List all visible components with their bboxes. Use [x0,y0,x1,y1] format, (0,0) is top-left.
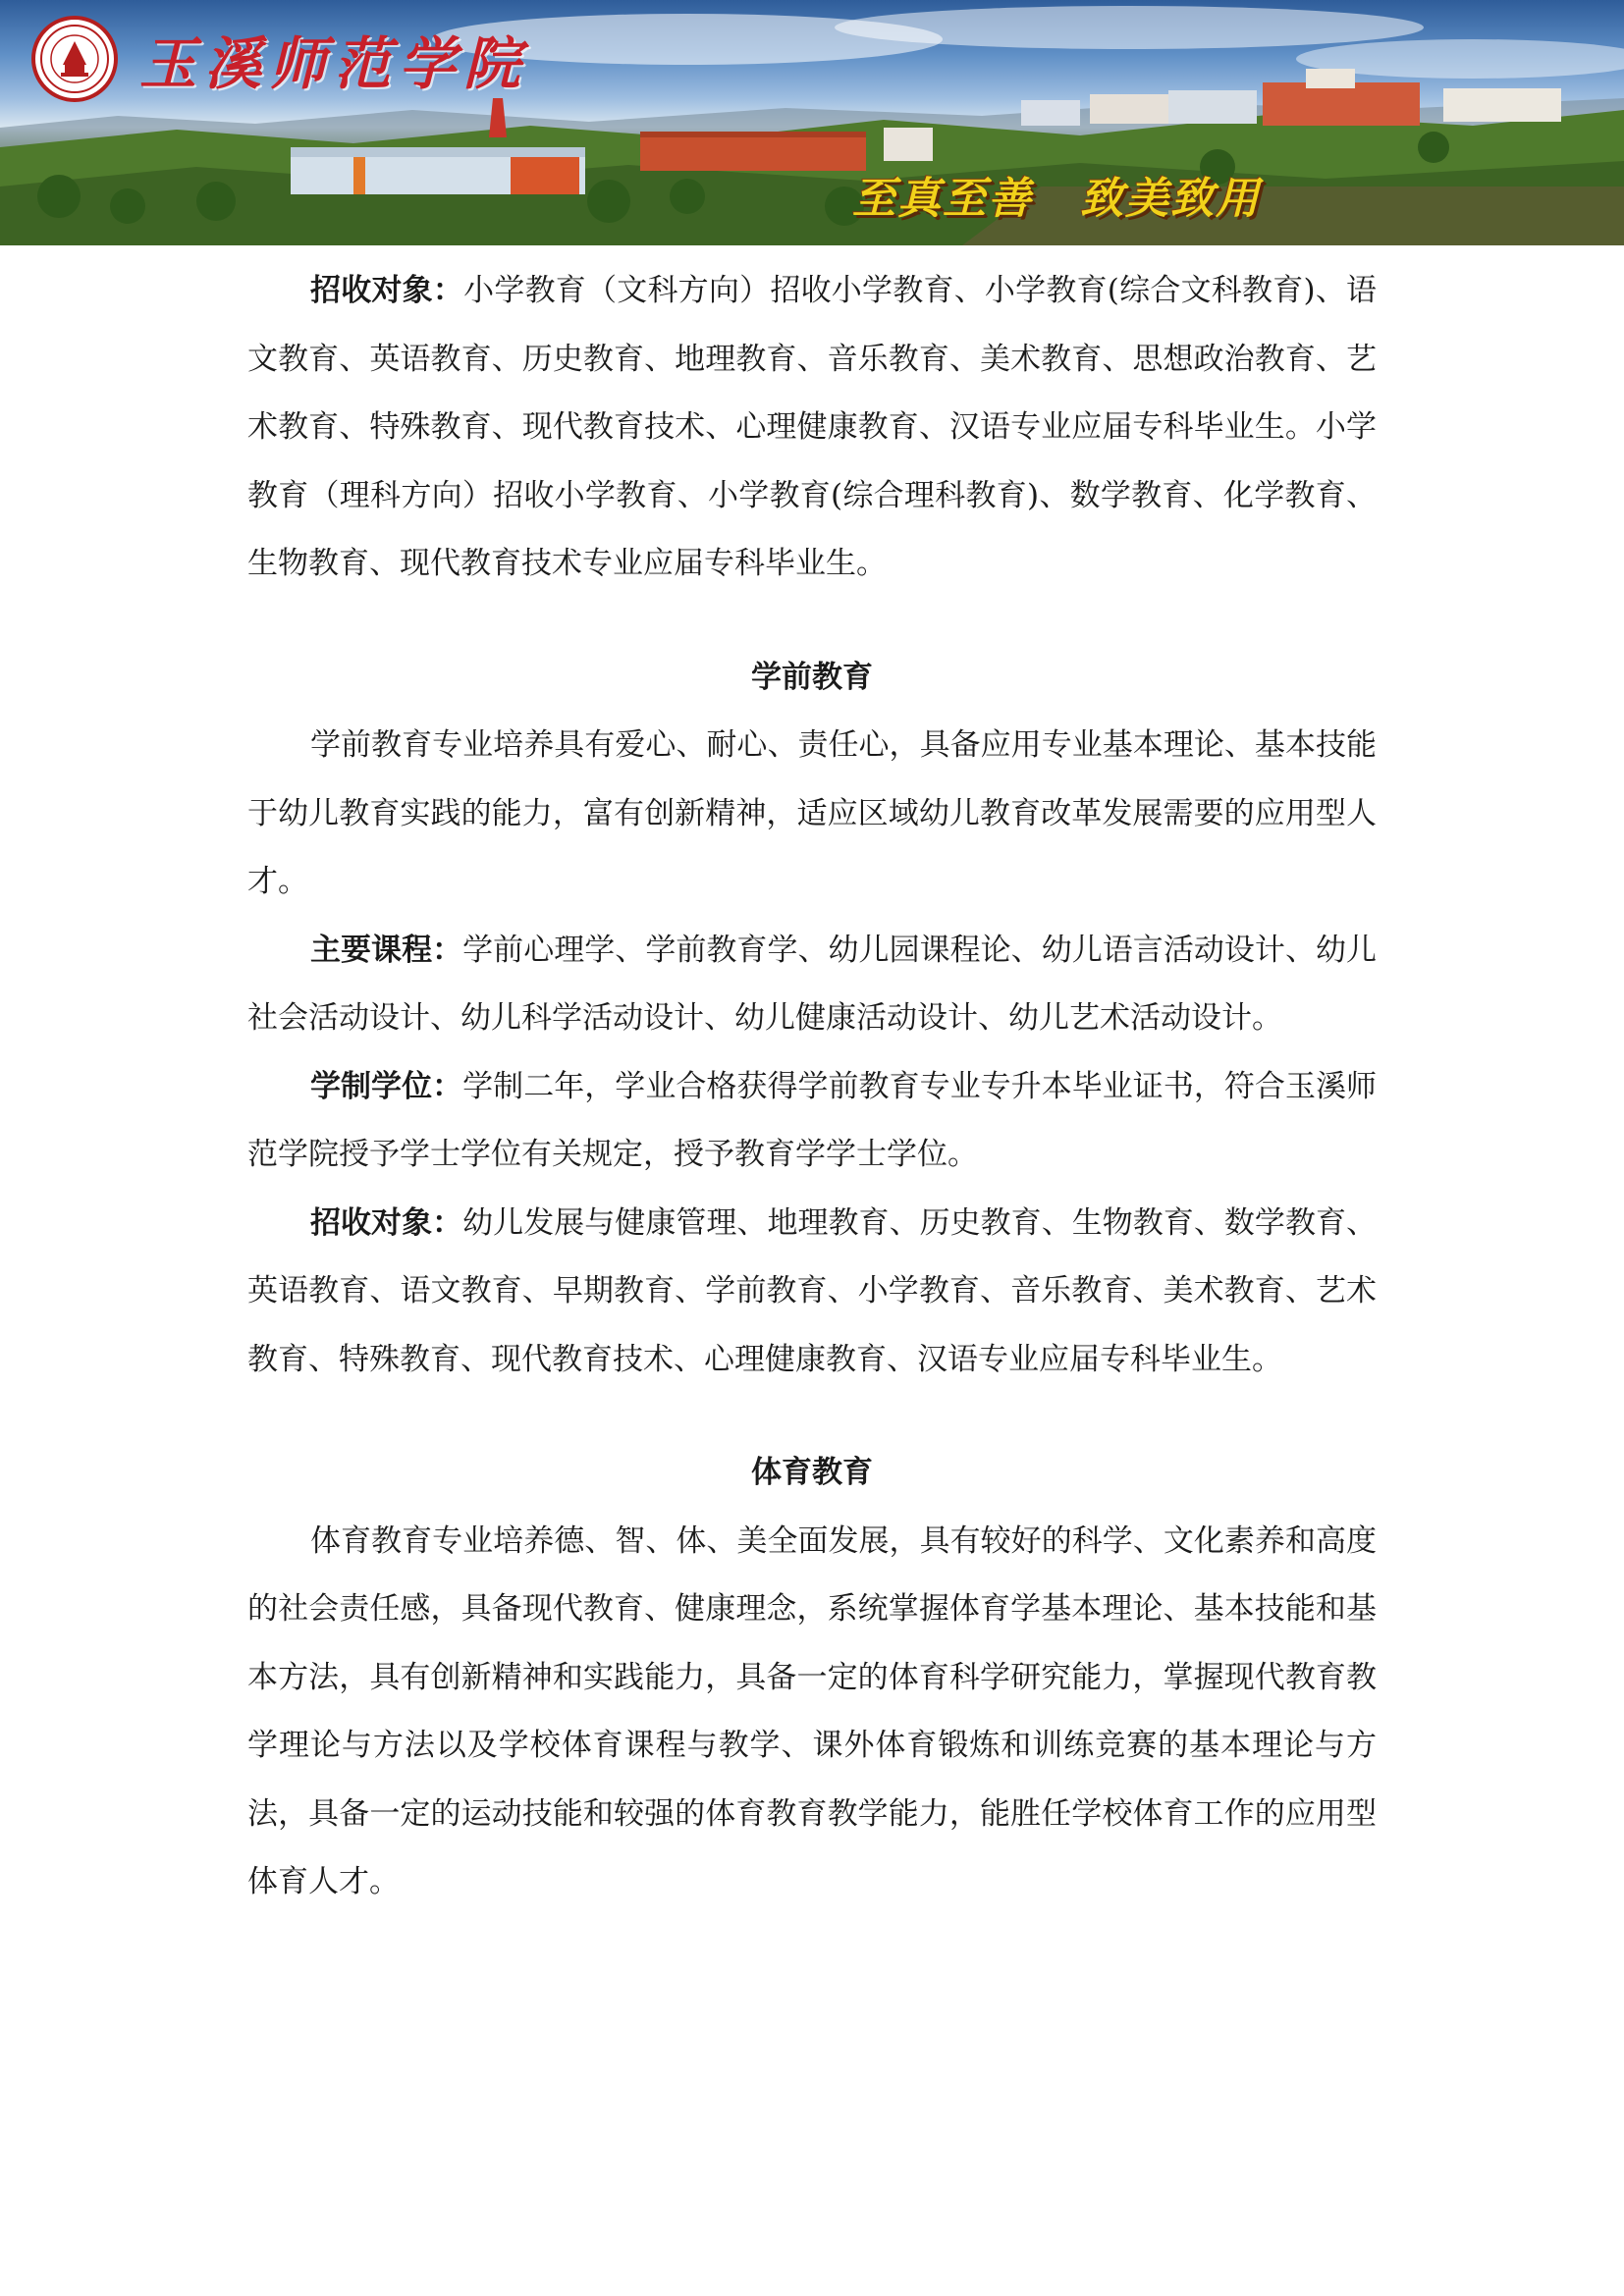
pe-intro: 体育教育专业培养德、智、体、美全面发展，具有较好的科学、文化素养和高度的社会责任感，具备现代教育、健康理念，系统掌握体育学基本理论、基本技能和基本方法，具有创新精神和实践能力，具备一定的体育科学研究能力，掌握现代教育教学理论与方法以及学校体育课程与教学、课外体育锻炼和训练竞赛的基本理论与方法，具备一定的运动技能和较强的体育教育教学能力，能胜任学校体育工作的应用型体育人才。 [247,1522,1377,1899]
preschool-intro: 学前教育专业培养具有爱心、耐心、责任心，具备应用专业基本理论、基本技能于幼儿教育实践的能力，富有创新精神，适应区域幼儿教育改革发展需要的应用型人才。 [247,727,1377,899]
preschool-courses-text: 学前心理学、学前教育学、幼儿园课程论、幼儿语言活动设计、幼儿社会活动设计、幼儿科学活动设计、幼儿健康活动设计、幼儿艺术活动设计。 [247,932,1378,1036]
pe-heading: 体育教育 [751,1455,873,1490]
preschool-degree-text: 学制二年，学业合格获得学前教育专业专升本毕业证书，符合玉溪师范学院授予学士学位有关规定，授予教育学学士学位。 [247,1068,1378,1172]
preschool-courses-label: 主要课程： [310,932,463,968]
preschool-courses-paragraph [247,917,1377,1053]
preschool-heading: 学前教育 [751,659,873,695]
header-banner [0,0,1624,245]
school-name-logo: 玉溪师范学院 [139,30,529,97]
logo-group [31,16,528,102]
motto-right: 致美致用 [1080,174,1261,224]
preschool-enrollment-label: 招收对象： [310,1204,463,1241]
preschool-degree-label: 学制学位： [310,1068,463,1104]
preschool-enrollment-paragraph [247,1190,1377,1395]
document-body [247,257,1377,1917]
school-seal-icon [31,16,118,102]
primary-enrollment-text: 小学教育（文科方向）招收小学教育、小学教育(综合文科教育)、语文教育、英语教育、历史教育、地理教育、音乐教育、美术教育、思想政治教育、艺术教育、特殊教育、现代教育技术、心理健康教育、汉语专业应届专科毕业生。小学教育（理科方向）招收小学教育、小学教育(综合理科教育)、数学教育、化学教育、生物教育、现代教育技术专业应届专科毕业生。 [247,273,1378,581]
preschool-degree-paragraph [247,1053,1377,1190]
preschool-enrollment-text: 幼儿发展与健康管理、地理教育、历史教育、生物教育、数学教育、英语教育、语文教育、早期教育、学前教育、小学教育、音乐教育、美术教育、艺术教育、特殊教育、现代教育技术、心理健康教育、汉语专业应届专科毕业生。 [247,1204,1378,1377]
primary-enrollment-paragraph [247,257,1377,599]
primary-enrollment-label: 招收对象： [310,273,464,308]
school-motto [852,163,1261,226]
motto-left: 至真至善 [852,174,1033,224]
